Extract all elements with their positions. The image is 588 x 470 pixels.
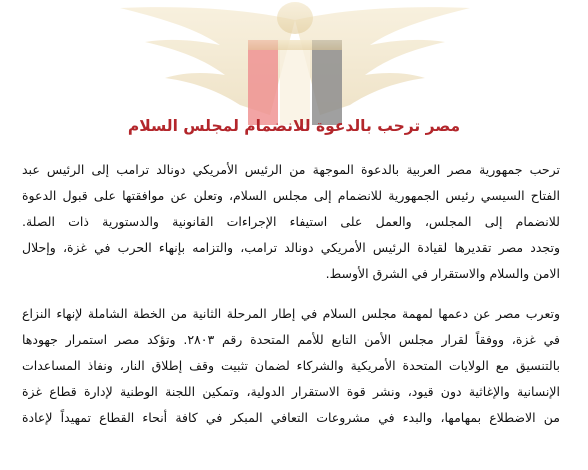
paragraph-line: للانضمام إلى المجلس، والعمل على استيفاء الإجراءات القانونية والدستورية ذات الصلة. — [22, 214, 560, 229]
paragraph-line: الامن والسلام والاستقرار في الشرق الأوسط. — [325, 266, 560, 281]
egypt-eagle-emblem-watermark — [100, 0, 490, 130]
paragraph-line: من الاضطلاع بمهامها، والبدء في مشروعات التعافي المبكر في كافة أنحاء القطاع تمهيداً لإعادة — [22, 410, 560, 425]
paragraph-line: في غزة، ووفقاً لقرار مجلس الأمن التابع للأمم المتحدة رقم ٢٨٠٣. وتؤكد مصر استمرار جهودها — [22, 332, 560, 347]
document-body — [22, 157, 560, 431]
paragraph-1 — [22, 157, 560, 287]
paragraph-line: ترحب جمهورية مصر العربية بالدعوة الموجهة من الرئيس الأمريكي دونالد ترامب إلى الرئيس عبد — [22, 162, 560, 177]
paragraph-2 — [22, 301, 560, 431]
paragraph-line: بالتنسيق مع الولايات المتحدة الأمريكية والشركاء لضمان تثبيت وقف إطلاق النار، ونفاذ المساعدات — [22, 358, 560, 373]
paragraph-line: الفتاح السيسي رئيس الجمهورية للانضمام إلى مجلس السلام، وتعلن عن موافقتها على قبول الدعوة — [22, 188, 560, 203]
paragraph-line: وتعرب مصر عن دعمها لمهمة مجلس السلام في إطار المرحلة الثانية من الخطة الشاملة لإنهاء النزاع — [22, 306, 560, 321]
paragraph-line: وتجدد مصر تقديرها لقيادة الرئيس الأمريكي دونالد ترامب، والتزامه بإنهاء الحرب في غزة، وإحلال — [22, 240, 560, 255]
paragraph-gap — [22, 287, 560, 301]
paragraph-line: الإنسانية والإغاثية دون قيود، ونشر قوة الاستقرار الدولية، وتمكين اللجنة الوطنية لإدارة قطاع غزة — [22, 384, 560, 399]
document-title: مصر ترحب بالدعوة للانضمام لمجلس السلام — [127, 117, 461, 135]
